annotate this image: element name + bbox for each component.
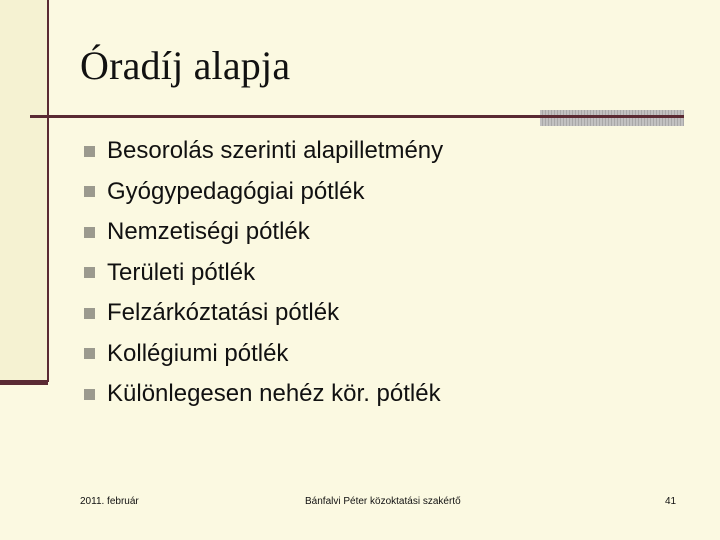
bullet-text: Kollégiumi pótlék	[107, 339, 289, 367]
footer-author: Bánfalvi Péter közoktatási szakértő	[305, 496, 461, 507]
square-bullet-icon	[84, 227, 95, 238]
bullet-list	[84, 131, 443, 415]
left-side-band	[0, 0, 48, 382]
bullet-text: Területi pótlék	[107, 258, 256, 286]
bullet-item	[84, 253, 443, 294]
bullet-text: Felzárkóztatási pótlék	[107, 299, 340, 327]
page-number: 41	[665, 496, 677, 507]
footer-date: 2011. február	[80, 496, 139, 507]
slide-title: Óradíj alapja	[80, 43, 291, 88]
square-bullet-icon	[84, 348, 95, 359]
left-horizontal-stub	[0, 380, 48, 385]
square-bullet-icon	[84, 186, 95, 197]
title-underline-rule	[30, 115, 684, 118]
bullet-item	[84, 374, 443, 415]
bullet-text: Gyógypedagógiai pótlék	[107, 177, 365, 205]
square-bullet-icon	[84, 389, 95, 400]
bullet-text: Különlegesen nehéz kör. pótlék	[107, 380, 441, 408]
square-bullet-icon	[84, 146, 95, 157]
bullet-item	[84, 293, 443, 334]
bullet-item	[84, 172, 443, 213]
square-bullet-icon	[84, 308, 95, 319]
left-vertical-rule	[47, 0, 49, 382]
bullet-item	[84, 131, 443, 172]
bullet-text: Nemzetiségi pótlék	[107, 218, 310, 246]
title-accent-bar	[540, 110, 684, 126]
bullet-item	[84, 334, 443, 375]
bullet-text: Besorolás szerinti alapilletmény	[107, 137, 444, 165]
square-bullet-icon	[84, 267, 95, 278]
bullet-item	[84, 212, 443, 253]
